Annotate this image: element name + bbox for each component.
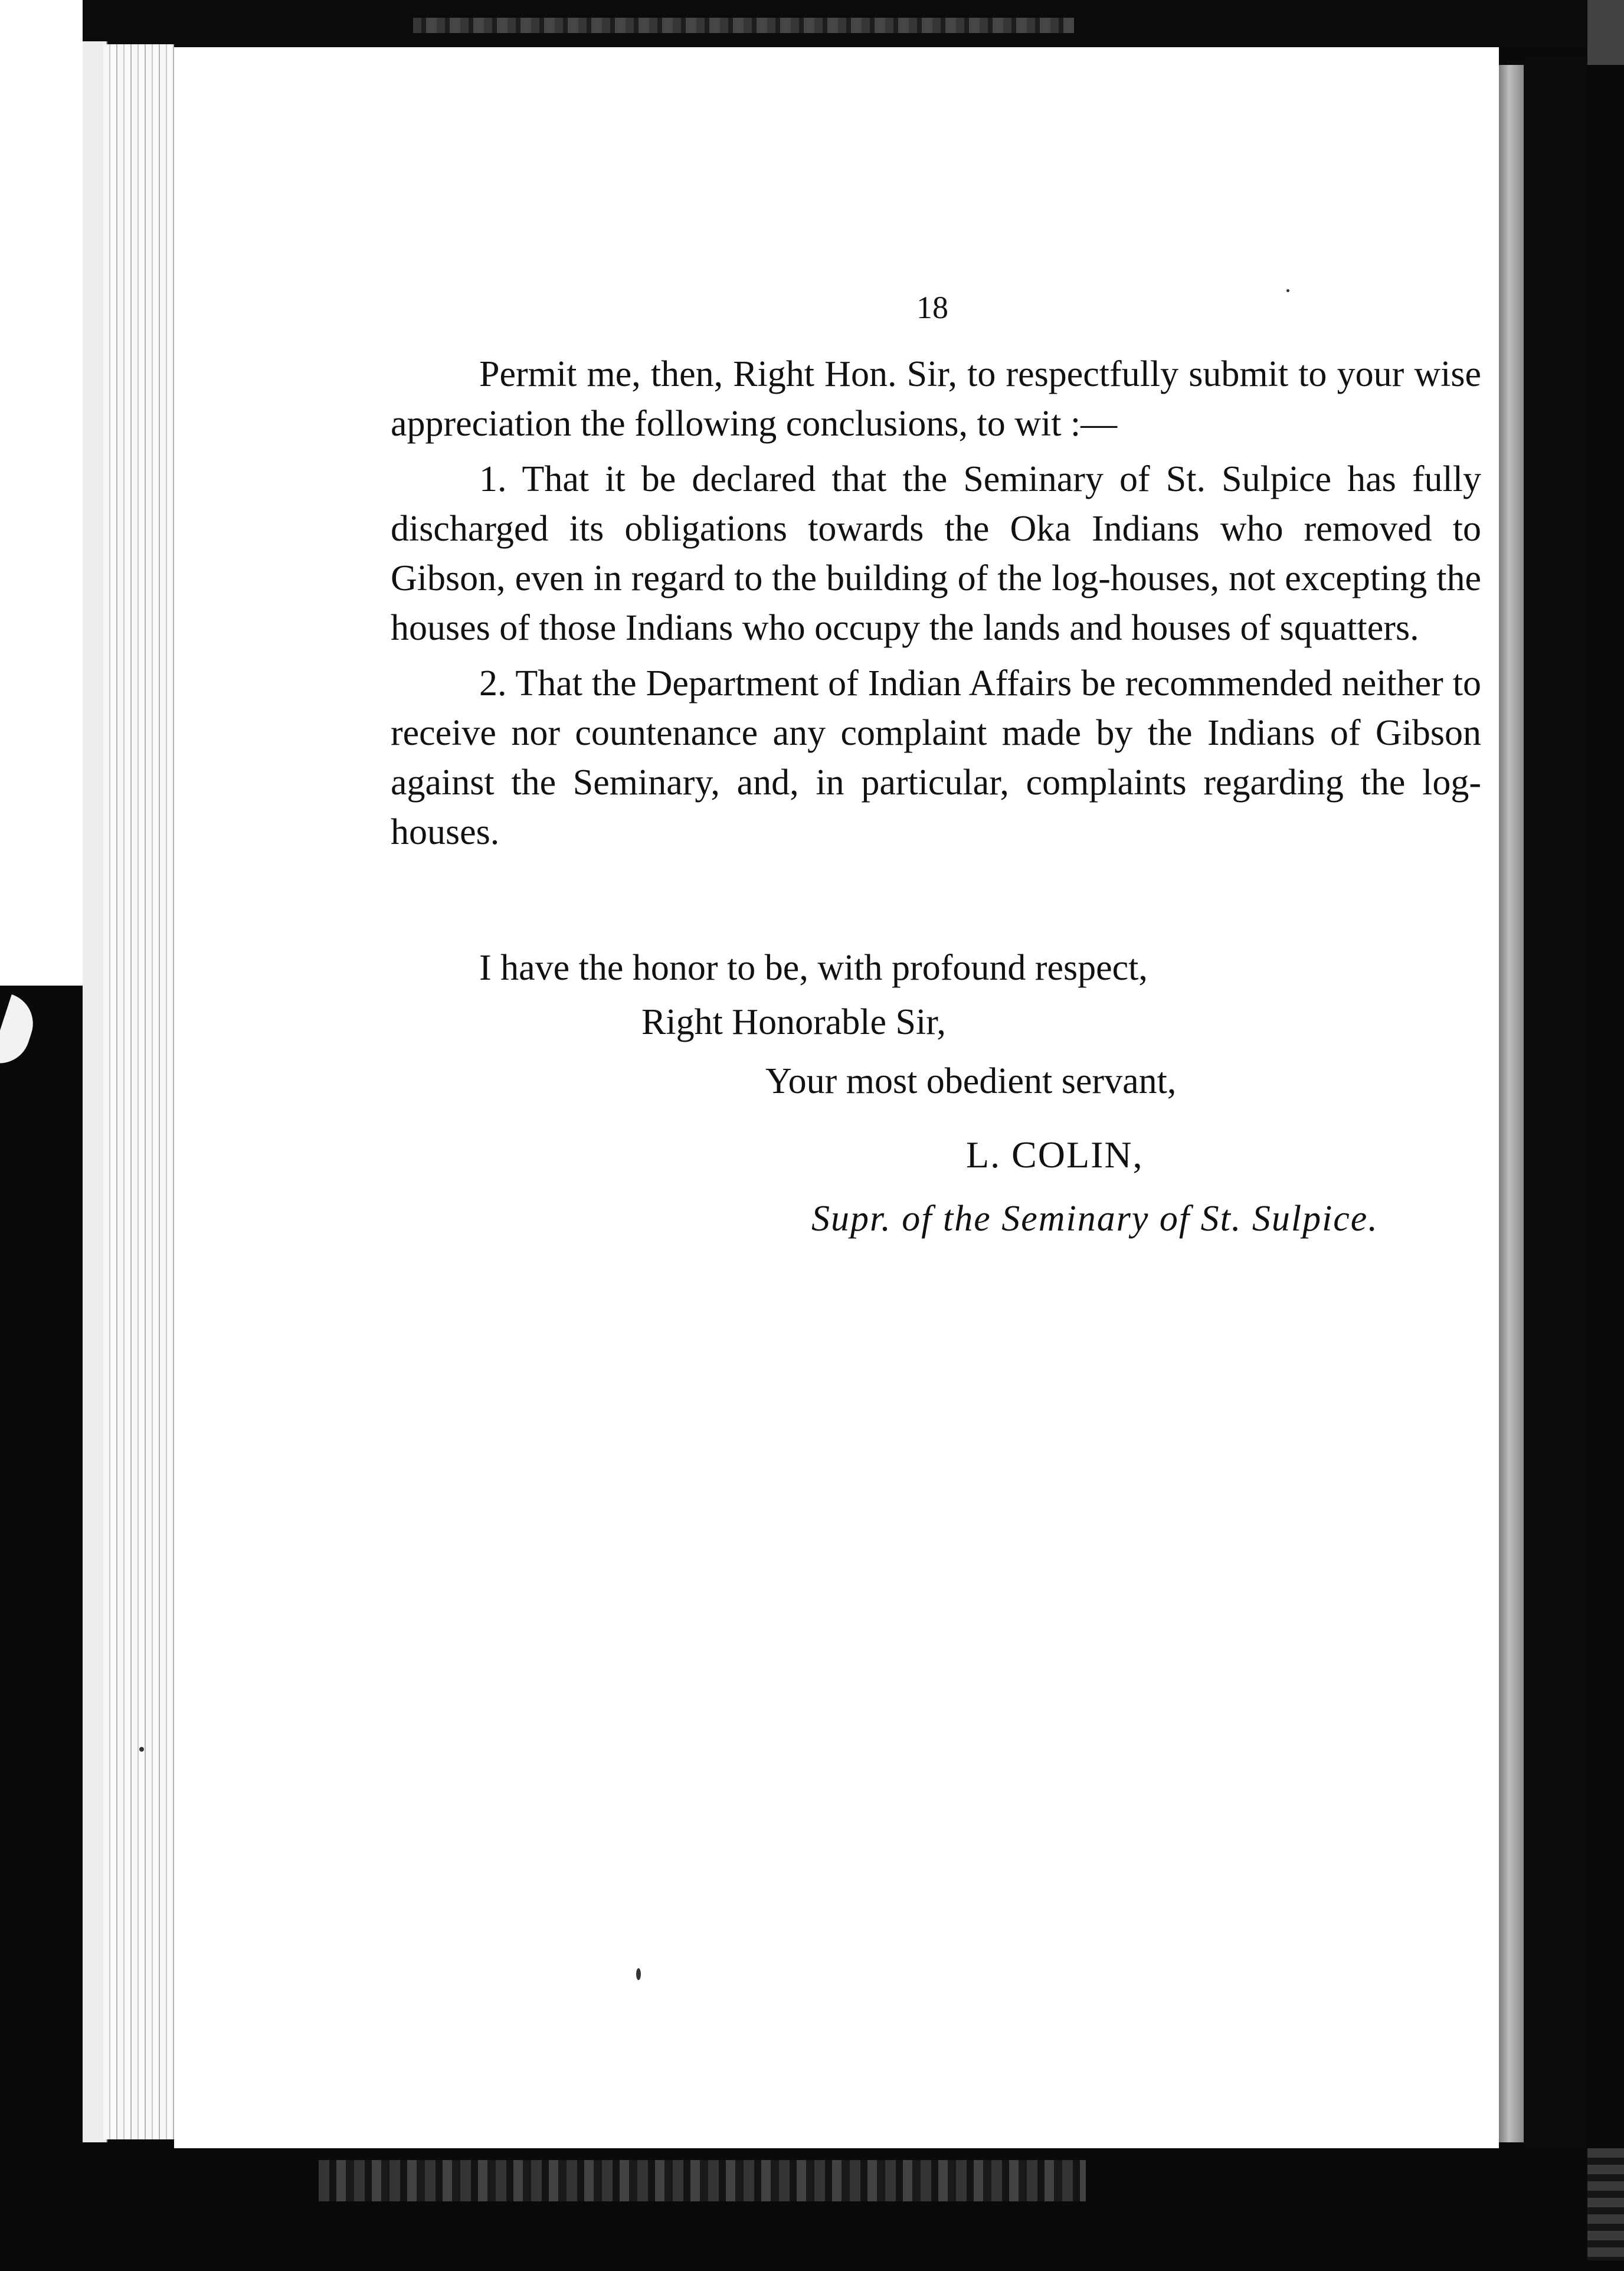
- scan-artifact-bottom: [319, 2160, 1086, 2201]
- closing-line-2: Right Honorable Sir,: [641, 1002, 946, 1042]
- scan-artifact-top: [413, 18, 1074, 33]
- book-page-stack: [103, 44, 174, 2139]
- closing-line-3: Your most obedient servant,: [765, 1061, 1177, 1101]
- scan-speck: [636, 1968, 641, 1980]
- body-text: [391, 349, 1481, 857]
- scan-speck: [139, 1747, 144, 1752]
- scan-border-right: [1524, 59, 1587, 2148]
- scan-speck: [1286, 289, 1289, 292]
- scan-artifact-right-top: [1587, 0, 1624, 65]
- scan-artifact-left: [0, 994, 41, 1071]
- closing-line-1: I have the honor to be, with profound respect,: [479, 948, 1148, 988]
- scan-left-margin: [0, 0, 83, 986]
- paragraph-intro: Permit me, then, Right Hon. Sir, to respectfully submit to your wise appreciation the following conclusions, to wit :—: [391, 354, 1481, 444]
- book-page-edge-right: [1499, 65, 1524, 2142]
- scan-artifact-right-bottom: [1587, 2148, 1624, 2260]
- signature-name: L. COLIN,: [966, 1134, 1144, 1176]
- paragraph-item-1: 1. That it be declared that the Seminary of St. Sulpice has fully discharged its obligations towards the Oka Indians who removed to Gibson, even in regard to the building of the log-houses, not excepting the houses of those Indians who occupy the lands and houses of squatters.: [391, 459, 1481, 648]
- paragraph-item-2: 2. That the Department of Indian Affairs be recommended neither to receive nor countenance any complaint made by the Indians of Gibson against the Seminary, and, in particular, complaints regarding the log-houses.: [391, 663, 1481, 852]
- signature-title: Supr. of the Seminary of St. Sulpice.: [811, 1199, 1379, 1239]
- page-number: 18: [916, 290, 948, 325]
